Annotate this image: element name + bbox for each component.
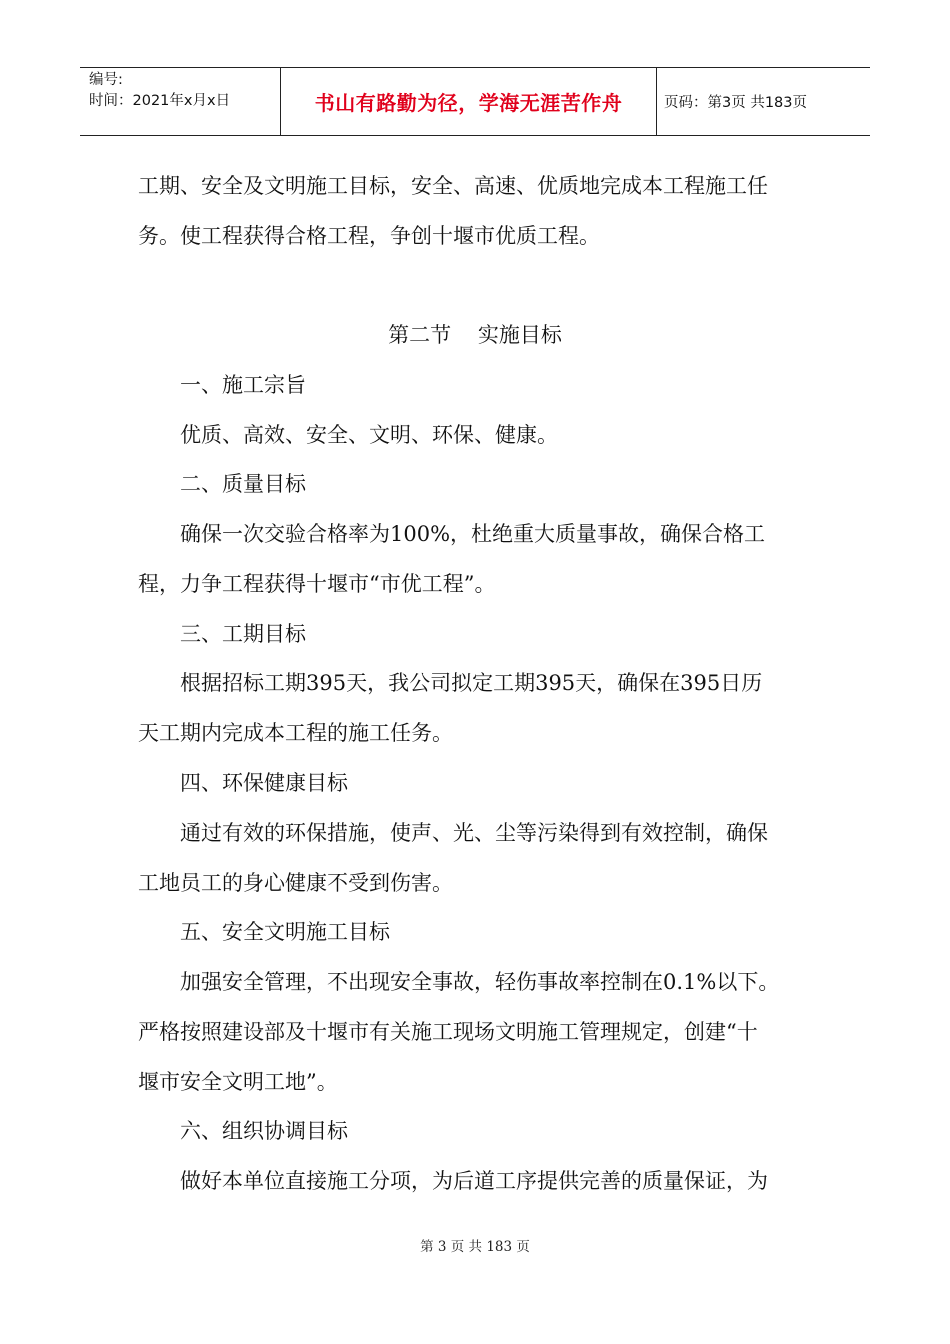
quality-line-2: 程，力争工程获得十堰市“市优工程”。 (138, 572, 496, 596)
document-date: 时间：2021年x月x日 (89, 93, 231, 109)
coordination-paragraph (138, 1156, 822, 1206)
intro-line-1: 工期、安全及文明施工目标，安全、高速、优质地完成本工程施工任 (138, 174, 768, 198)
safety-line-3: 堰市安全文明工地”。 (138, 1070, 338, 1094)
safety-line-2: 严格按照建设部及十堰市有关施工现场文明施工管理规定，创建“十 (138, 1020, 758, 1044)
heading-environment-goal: 四、环保健康目标 (180, 771, 348, 795)
schedule-line-1: 根据招标工期395天，我公司拟定工期395天，确保在395日历 (180, 671, 763, 695)
heading-safety-goal: 五、安全文明施工目标 (180, 920, 390, 944)
purpose-text: 优质、高效、安全、文明、环保、健康。 (180, 423, 558, 447)
heading-quality-goal: 二、质量目标 (180, 472, 306, 496)
environment-line-2: 工地员工的身心健康不受到伤害。 (138, 871, 453, 895)
page-header (80, 67, 870, 136)
section-title: 第二节 实施目标 (388, 323, 562, 347)
header-page-info: 页码：第3页 共183页 (664, 95, 808, 111)
safety-line-1: 加强安全管理，不出现安全事故，轻伤事故率控制在0.1%以下。 (180, 970, 780, 994)
schedule-line-2: 天工期内完成本工程的施工任务。 (138, 721, 453, 745)
quality-line-1: 确保一次交验合格率为100%，杜绝重大质量事故，确保合格工 (180, 522, 766, 546)
document-number-label: 编号: (89, 72, 123, 88)
safety-paragraph (138, 957, 822, 1107)
header-motto: 书山有路勤为径，学海无涯苦作舟 (281, 68, 657, 135)
environment-line-1: 通过有效的环保措施，使声、光、尘等污染得到有效控制，确保 (180, 821, 768, 845)
heading-construction-purpose: 一、施工宗旨 (180, 373, 306, 397)
quality-paragraph (138, 509, 822, 609)
coordination-line-1: 做好本单位直接施工分项，为后道工序提供完善的质量保证，为 (180, 1169, 768, 1193)
heading-coordination-goal: 六、组织协调目标 (180, 1119, 348, 1143)
intro-line-2: 务。使工程获得合格工程，争创十堰市优质工程。 (138, 224, 600, 248)
intro-paragraph (138, 161, 822, 261)
heading-schedule-goal: 三、工期目标 (180, 622, 306, 646)
schedule-paragraph (138, 658, 822, 758)
header-meta (80, 68, 281, 135)
environment-paragraph (138, 808, 822, 908)
page-footer: 第 3 页 共 183 页 (420, 1239, 530, 1255)
